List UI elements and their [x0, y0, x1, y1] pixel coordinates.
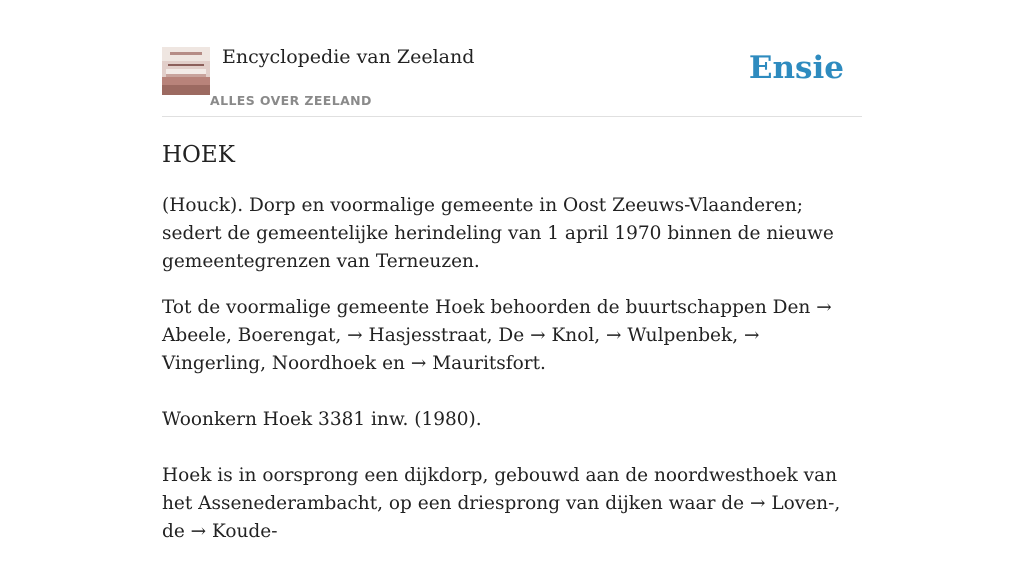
site-tagline: ALLES OVER ZEELAND	[210, 93, 372, 108]
site-title-link[interactable]: Encyclopedie van Zeeland	[222, 46, 475, 68]
entry-content	[162, 138, 862, 564]
entry-title: HOEK	[162, 142, 235, 168]
entry-paragraph-1: (Houck). Dorp en voormalige gemeente in Oost Zeeuws-Vlaanderen; sedert de gemeentelijke herindeling van 1 april 1970 binnen de nieuwe gemeentegrenzen van Terneuzen.	[162, 195, 834, 272]
entry-paragraph-4: Hoek is in oorsprong een dijkdorp, gebouwd aan de noordwesthoek van het Assenederambacht, op een driesprong van dijken waar de → Loven-, de → Koude-	[162, 465, 841, 542]
entry-paragraph-2: Tot de voormalige gemeente Hoek behoorden de buurtschappen Den → Abeele, Boerengat, → Hasjesstraat, De → Knol, → Wulpenbek, → Vingerling, Noordhoek en → Mauritsfort.	[162, 297, 832, 374]
site-avatar[interactable]	[162, 47, 210, 95]
book-cover-icon	[162, 47, 210, 95]
site-header	[162, 0, 862, 117]
entry-paragraph-3: Woonkern Hoek 3381 inw. (1980).	[162, 409, 482, 430]
line-break	[162, 434, 862, 462]
ensie-logo-link[interactable]: Ensie	[748, 50, 844, 86]
line-break	[162, 378, 862, 406]
